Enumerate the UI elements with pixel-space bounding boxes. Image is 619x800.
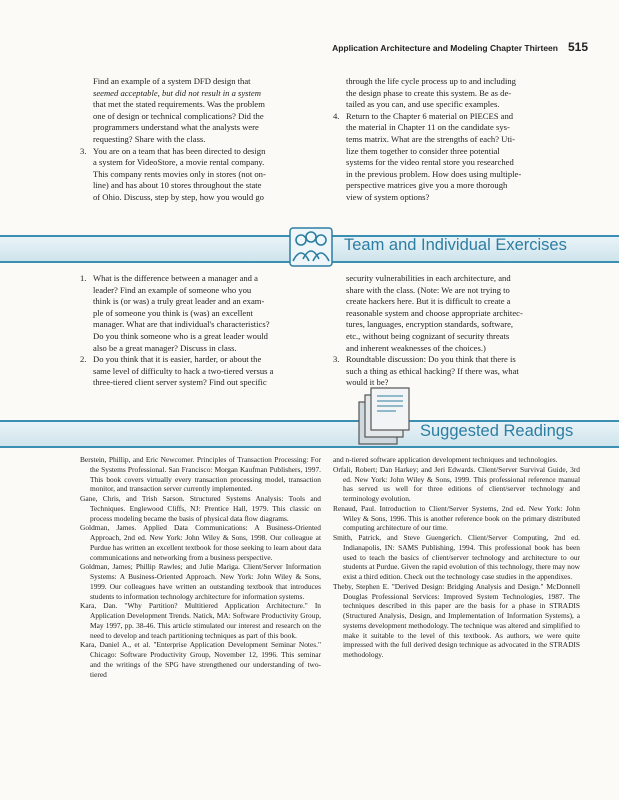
item-number: 2. xyxy=(80,354,87,365)
team-left-column xyxy=(80,273,320,389)
text-line: This company rents movies only in stores (not on- xyxy=(93,168,266,179)
text-line: also be a great manager? Discuss in class. xyxy=(93,342,237,353)
text-line: leader? Find an example of someone who you xyxy=(93,284,252,295)
text-line: such a thing as ethical hacking? If there was, what xyxy=(346,365,519,376)
text-line: Do you think that it is easier, harder, or about the xyxy=(93,354,262,365)
right-continuation xyxy=(333,76,579,111)
text-line: think is (or was) a truly great leader and an exam- xyxy=(93,296,265,307)
text-line: create hackers here. But it is difficult to create a xyxy=(346,296,511,307)
text-line: Find an example of a system DFD design that xyxy=(93,76,251,86)
text-line: tems matrix. What are the strengths of each? Uti- xyxy=(346,133,516,144)
section-title: Team and Individual Exercises xyxy=(344,236,567,254)
item-number: 3. xyxy=(333,354,340,365)
people-group-icon xyxy=(286,225,336,269)
top-left-column xyxy=(80,76,320,204)
text-line: tures, languages, encryption standards, software, xyxy=(346,319,514,330)
text-line: programmers understand what the analysts were xyxy=(93,122,259,133)
text-line: Roundtable discussion: Do you think that there is xyxy=(346,354,516,365)
text-line: Do you think someone who is a great leader would xyxy=(93,330,268,341)
text-line: that met the stated requirements. Was the problem xyxy=(93,99,265,110)
right-continuation xyxy=(333,273,579,354)
list-item xyxy=(333,354,579,389)
list-item xyxy=(80,354,320,389)
text-line: one of design or technical complications? Did the xyxy=(93,110,264,121)
exercise-list xyxy=(80,273,320,389)
text-line: the material in Chapter 11 on the candidate sys- xyxy=(346,122,510,133)
text-line: manager. What are that individual's characteristics? xyxy=(93,319,270,330)
text-line: perspective matrices give you a more thorough xyxy=(346,180,508,191)
text-line: etc., without being cognizant of security threats xyxy=(346,330,510,341)
running-title: Application Architecture and Modeling Chapter Thirteen xyxy=(332,43,558,53)
text-line: seemed acceptable, but did not result in a system xyxy=(93,87,261,98)
reference-entry: Kara, Daniel A., et al. "Enterprise Application Development Seminar Notes." Chicago: Software Productivity Group, November 12, 1996. This seminar and the writings of the SPG have strengthened our understanding of two-tiered xyxy=(80,640,321,679)
reference-entry: Goldman, James; Phillip Rawles; and Julie Mariga. Client/Server Information Systems: A Business-Oriented Approach. New York: John Wiley & Sons, 1999. Our colleagues have written an outstanding textbook that introduces students to information technology architecture for information systems. xyxy=(80,562,321,601)
team-right-column xyxy=(333,273,579,389)
text-line: through the life cycle process up to and including xyxy=(346,76,516,86)
running-header xyxy=(0,40,588,54)
reference-entry: Goldman, James. Applied Data Communications: A Business-Oriented Approach, 2nd ed. New York: John Wiley & Sons, 1998. Our colleague at Purdue has written an excellent textbook for those seeking to learn about data communications and networking from a business perspective. xyxy=(80,523,321,562)
text-line: requesting? Share with the class. xyxy=(93,133,206,144)
left-continuation xyxy=(80,76,320,146)
item-number: 3. xyxy=(80,145,87,156)
readings-right-column xyxy=(333,455,580,660)
text-line: the design phase to create this system. Be as de- xyxy=(346,87,512,98)
reference-entry: Gane, Chris, and Trish Sarson. Structured Systems Analysis: Tools and Techniques. Englewood Cliffs, NJ: Prentice Hall, 1979. This classic on process modeling became the basis of physical data flow diagrams. xyxy=(80,494,321,523)
text-line: reasonable system and choose appropriate architec- xyxy=(346,307,523,318)
list-item xyxy=(333,111,579,204)
text-line: Return to the Chapter 6 material on PIECES and xyxy=(346,110,514,121)
reference-entry: and n-tiered software application development techniques and technologies. xyxy=(333,455,558,464)
reference-entry: Berstein, Phillip, and Eric Newcomer. Principles of Transaction Processing: For the Systems Professional. San Francisco: Morgan Kaufman Publishers, 1997. This book covers virtually every transaction processing model, transaction monitor, and transaction server currently implemented. xyxy=(80,455,321,494)
text-line: What is the difference between a manager and a xyxy=(93,273,258,283)
exercise-list xyxy=(80,146,320,204)
top-right-column xyxy=(333,76,579,204)
reference-entry: Smith, Patrick, and Steve Guengerich. Client/Server Computing, 2nd ed. Indianapolis, IN: SAMS Publishing, 1994. This professional book has been used to teach the basics of client/server technology and architecture to our students at Purdue. Given the rapid evolution of this technology, there may now exist a third edition. Check out the technology case studies in the appendixes. xyxy=(333,533,580,581)
item-number: 1. xyxy=(80,273,87,283)
text-line: view of system options? xyxy=(346,191,430,202)
text-line: tailed as you can, and use specific examples. xyxy=(346,99,500,110)
text-line: same level of difficulty to hack a two-tiered versus a xyxy=(93,365,274,376)
item-number: 4. xyxy=(333,110,340,121)
team-exercises-banner xyxy=(0,224,619,270)
reference-entry: Kara, Dan. "Why Partition? Multitiered Application Architecture." In Application Development Trends. Natick, MA: Software Productivity Group, May 1997, pp. 38-46. This article stimulated our interest and research on the need to develop and teach partitioning techniques as part of this book. xyxy=(80,601,321,640)
readings-left-column xyxy=(80,455,321,679)
stacked-books-icon xyxy=(356,386,412,448)
text-line: and inherent weaknesses of the choices.) xyxy=(346,342,486,353)
list-item xyxy=(80,146,320,204)
reference-entry: Renaud, Paul. Introduction to Client/Server Systems, 2nd ed. New York: John Wiley & Sons, 1996. This is another reference book on the primary distributed computing architecture of our time. xyxy=(333,503,580,533)
section-title: Suggested Readings xyxy=(420,422,574,440)
page-number: 515 xyxy=(567,40,588,54)
text-line: would it be? xyxy=(346,377,389,388)
exercise-list xyxy=(333,111,579,204)
text-line: lize them together to consider three potential xyxy=(346,145,500,156)
text-line: line) and has about 10 stores throughout the state xyxy=(93,180,262,191)
text-line: ple of someone you think is (was) an excellent xyxy=(93,307,253,318)
text-line: a system for VideoStore, a movie rental company. xyxy=(93,157,265,168)
text-line: systems for the video rental store you researched xyxy=(346,157,514,168)
list-item xyxy=(80,273,320,354)
text-line: in the previous problem. How does using multiple- xyxy=(346,168,522,179)
suggested-readings-banner xyxy=(0,386,619,450)
exercise-list xyxy=(333,354,579,389)
text-line: share with the class. (Note: We are not trying to xyxy=(346,284,510,295)
text-line: of Ohio. Discuss, step by step, how you would go xyxy=(93,191,264,202)
text-line: three-tiered client server system? Find out specific xyxy=(93,377,267,388)
reference-entry: Orfali, Robert; Dan Harkey; and Jeri Edwards. Client/Server Survival Guide, 3rd ed. New York: John Wiley & Sons, 1999. This professional reference manual has served us well for three editions of client/server technology and terminology evolution. xyxy=(333,464,580,503)
text-line: You are on a team that has been directed to design xyxy=(93,145,266,156)
reference-entry: Theby, Stephen E. "Derived Design: Bridging Analysis and Design." McDonnell Douglas Professional Services: Improved System Technologies, 1987. The techniques described in this paper are the basis for a phase in STRADIS (Structured Analysis, Design, and Implementation of Information Systems), a systems development methodology. The technique was altered and simplified to make it suitable to the level of this textbook. As authors, we were quite impressed with the full derived design technique as advocated in the STRADIS methodology. xyxy=(333,581,580,659)
text-line: security vulnerabilities in each architecture, and xyxy=(346,273,511,283)
